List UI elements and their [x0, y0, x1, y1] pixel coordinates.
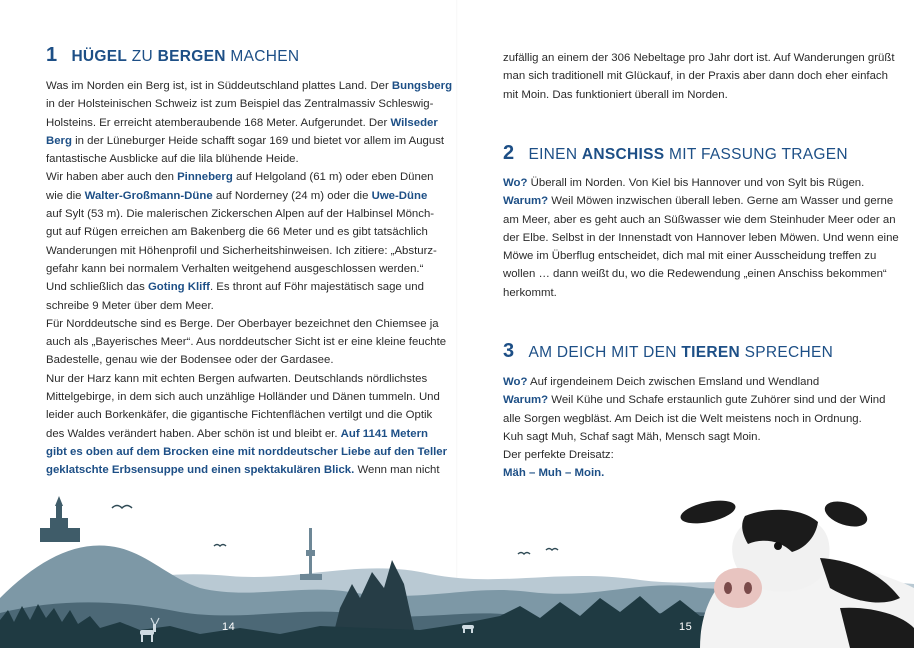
text-line: [503, 229, 899, 247]
section-3-number: 3: [503, 340, 515, 362]
text-run: alle Sorgen wegbläst. Am Deich ist die Welt meistens noch in Ordnung.: [503, 412, 862, 425]
text-run: am Meer, aber es geht auch an Süßwasser wie dem Steinhuder Meer oder an: [503, 213, 896, 226]
text-line: [46, 95, 452, 113]
highlighted-text: Warum?: [503, 195, 549, 208]
text-line: [46, 388, 452, 406]
section-2-title: EINEN ANSCHISS MIT FASSUNG TRAGEN: [528, 146, 848, 163]
highlighted-text: Bungsberg: [391, 80, 453, 92]
section-2-body: [503, 174, 899, 302]
text-line: [46, 114, 452, 132]
text-line: [46, 351, 452, 369]
landscape-illustration: [0, 488, 914, 648]
cow-illustration: [679, 496, 914, 648]
section-1-heading: [46, 44, 299, 67]
text-run: Wir haben aber auch den: [46, 171, 178, 184]
text-run: fantastische Ausblicke auf die lila blühende Heide.: [46, 153, 299, 166]
section-3-body: [503, 373, 885, 483]
text-run: auch als „Bayerisches Meer“. Aus norddeutscher Sicht ist er eine kleine feuchte: [46, 336, 447, 349]
text-line: [503, 410, 885, 428]
text-run: Wenn man nicht: [354, 464, 440, 477]
text-line: [46, 443, 452, 461]
highlighted-text: gibt es oben auf dem Brocken eine mit norddeutscher Liebe auf den Teller: [46, 445, 448, 458]
highlighted-text: Auf 1141 Metern: [340, 427, 429, 440]
text-run: in der Lüneburger Heide schafft sogar 169 und bietet vor allem im August: [71, 134, 445, 147]
text-line: [503, 67, 895, 85]
text-line: [46, 333, 452, 351]
text-run: wollen … dann weißt du, wo die Redewendung „einen Anschiss bekommen“: [503, 268, 887, 281]
text-line: [503, 284, 899, 302]
text-line: [503, 265, 899, 283]
section-2-number: 2: [503, 142, 515, 164]
highlighted-text: Warum?: [503, 394, 549, 407]
highlighted-text: Walter-Großmann-Düne: [84, 189, 213, 202]
section-2-heading: [503, 142, 848, 165]
text-run: Mittelgebirge, in dem sich auch unzählige Holländer und Dänen tummeln. Und: [46, 391, 440, 404]
text-run: mit Moin. Das funktioniert überall im Norden.: [503, 88, 728, 101]
text-run: auf Norderney (24 m) oder die: [212, 189, 372, 202]
text-run: des Waldes verändert haben. Aber schön ist und bleibt er.: [46, 427, 341, 440]
page-number-right: 15: [679, 621, 693, 633]
text-line: [46, 223, 452, 241]
text-line: [503, 446, 885, 464]
text-line: [503, 247, 899, 265]
text-line: [46, 77, 452, 95]
text-run: gefahr kann bei normalem Verhalten weitgehend ausgeschlossen werden.“: [46, 262, 424, 275]
highlighted-text: Goting Kliff: [147, 281, 210, 294]
text-line: [503, 373, 885, 391]
section-3-heading: [503, 340, 833, 363]
text-line: [46, 150, 452, 168]
text-run: der Elbe. Selbst in der Innenstadt von Hannover leben Möwen. Und wenn eine: [503, 231, 899, 244]
highlighted-text: geklatschte Erbsensuppe und einen spektakulären Blick.: [46, 464, 355, 477]
text-run: Was im Norden ein Berg ist, ist in Süddeutschland plattes Land. Der: [46, 80, 392, 92]
text-line: [503, 174, 899, 192]
text-line: [503, 49, 895, 67]
page-number-left: 14: [222, 621, 236, 633]
text-run: Für Norddeutsche sind es Berge. Der Oberbayer bezeichnet den Chiemsee ja: [46, 317, 439, 330]
highlighted-text: Uwe-Düne: [371, 189, 428, 202]
section-1-body: [46, 77, 452, 480]
text-line: [46, 315, 452, 333]
text-line: [46, 132, 452, 150]
section-1-number: 1: [46, 44, 58, 66]
text-line: [503, 192, 899, 210]
text-run: auf Sylt (53 m). Die malerischen Zickerschen Alpen auf der Halbinsel Mönch-: [46, 208, 435, 221]
text-run: schreibe 9 Meter über dem Meer.: [46, 299, 214, 312]
text-run: Überall im Norden. Von Kiel bis Hannover und von Sylt bis Rügen.: [527, 177, 865, 189]
text-line: [46, 370, 452, 388]
text-run: auf Helgoland (61 m) oder eben Dünen: [232, 171, 434, 184]
text-line: [46, 187, 452, 205]
text-line: [46, 260, 452, 278]
section-1-title: HÜGEL ZU BERGEN MACHEN: [71, 48, 300, 65]
text-line: [46, 168, 452, 186]
text-run: wie die: [46, 189, 85, 202]
section-1-continued-text: [503, 49, 895, 104]
text-run: in der Holsteinischen Schweiz ist zum Beispiel das Zentralmassiv Schleswig-: [46, 98, 434, 111]
text-run: Kuh sagt Muh, Schaf sagt Mäh, Mensch sagt Moin.: [503, 430, 761, 443]
text-line: [46, 406, 452, 424]
text-run: Nur der Harz kann mit echten Bergen aufwarten. Deutschlands nördlichstes: [46, 372, 428, 385]
text-run: . Es thront auf Föhr majestätisch sage und: [209, 281, 424, 294]
text-run: Auf irgendeinem Deich zwischen Emsland und Wendland: [527, 376, 820, 388]
highlighted-text: Berg: [46, 134, 72, 147]
highlighted-text: Wo?: [503, 376, 528, 388]
castle-icon: [40, 496, 80, 542]
section-3-title: AM DEICH MIT DEN TIEREN SPRECHEN: [528, 344, 834, 361]
text-line: [503, 464, 885, 482]
text-run: Wanderungen mit Höhenprofil und Sicherheitshinweisen. Ich zitiere: „Absturz-: [46, 244, 437, 257]
text-line: [503, 428, 885, 446]
text-line: [46, 242, 452, 260]
text-run: Weil Möwen inzwischen überall leben. Gerne am Wasser und gerne: [548, 195, 894, 208]
text-run: zufällig an einem der 306 Nebeltage pro Jahr dort ist. Auf Wanderungen grüßt: [503, 52, 895, 64]
text-line: [46, 205, 452, 223]
brocken-tower-icon: [300, 528, 322, 580]
text-line: [503, 86, 895, 104]
highlighted-text: Wo?: [503, 177, 528, 189]
text-run: Möwe im Überflug entscheidet, dich mal mit einer Ausscheidung treffen zu: [503, 250, 877, 263]
text-run: leider auch Borkenkäfer, die gigantische Fichtenflächen vertilgt und die Optik: [46, 409, 433, 422]
text-run: Und schließlich das: [46, 281, 148, 294]
text-line: [503, 391, 885, 409]
text-line: [46, 278, 452, 296]
text-run: Weil Kühe und Schafe erstaunlich gute Zuhörer sind und der Wind: [548, 394, 886, 407]
text-run: Badestelle, genau wie der Bodensee oder der Gardasee.: [46, 354, 334, 367]
text-run: Der perfekte Dreisatz:: [503, 449, 614, 462]
text-run: herkommt.: [503, 286, 557, 299]
text-line: [46, 297, 452, 315]
highlighted-text: Pinneberg: [177, 171, 233, 184]
text-line: [503, 211, 899, 229]
text-run: man sich traditionell mit Glückauf, in der Praxis aber dann doch eher einfach: [503, 70, 888, 83]
highlighted-text: Mäh – Muh – Moin.: [503, 467, 605, 480]
birds-icon: [112, 506, 558, 555]
text-line: [46, 425, 452, 443]
text-line: [46, 461, 452, 479]
text-run: Holsteins. Er erreicht atemberaubende 168 Meter. Aufgerundet. Der: [46, 116, 391, 129]
highlighted-text: Wilseder: [390, 116, 438, 129]
text-run: gut auf Rügen erreichen am Bakenberg die 66 Meter und es gibt tatsächlich: [46, 226, 428, 239]
